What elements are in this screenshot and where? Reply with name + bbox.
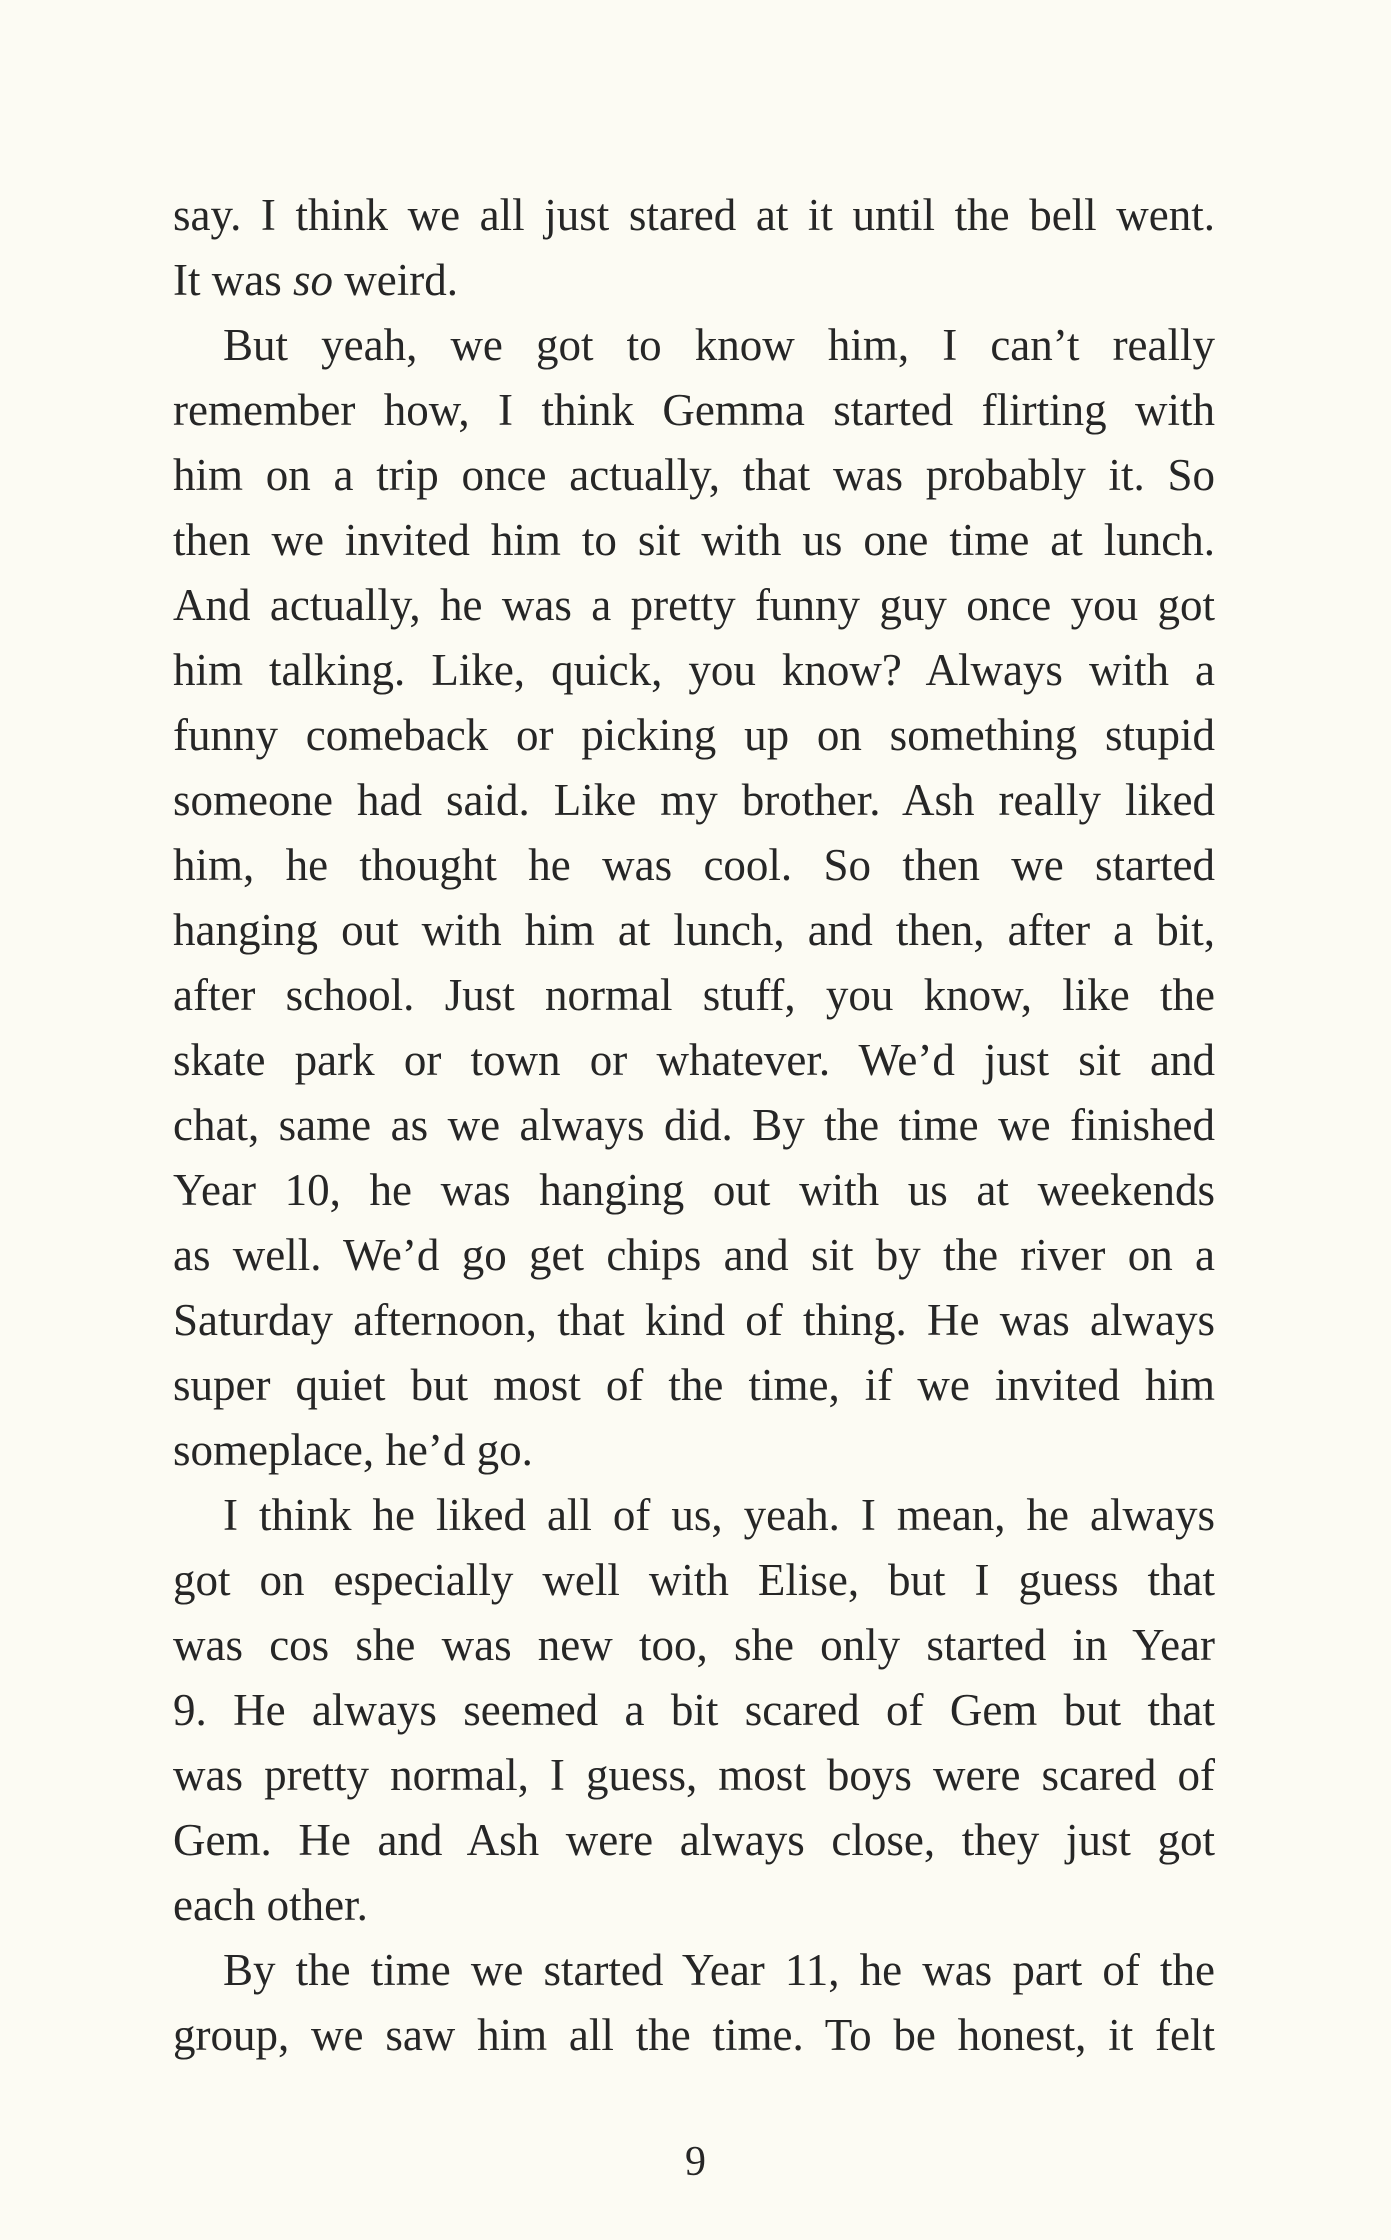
text-line: him on a trip once actually, that was probably it. So (173, 450, 1215, 500)
text-line: hanging out with him at lunch, and then, after a bit, (173, 905, 1215, 955)
text-line: Gem. He and Ash were always close, they just got (173, 1815, 1215, 1865)
body-text (173, 183, 1215, 2068)
text-line: each other. (173, 1880, 368, 1930)
text-line: got on especially well with Elise, but I guess that (173, 1555, 1215, 1605)
text-line: someone had said. Like my brother. Ash really liked (173, 775, 1215, 825)
paragraph (173, 1483, 1215, 1938)
page-number: 9 (685, 2139, 706, 2185)
text-line: chat, same as we always did. By the time we finished (173, 1100, 1215, 1150)
paragraph (173, 1938, 1215, 2068)
text-line: funny comeback or picking up on something stupid (173, 710, 1215, 760)
text-line: was cos she was new too, she only started in Year (173, 1620, 1215, 1670)
text-line: someplace, he’d go. (173, 1425, 533, 1475)
text-line: then we invited him to sit with us one time at lunch. (173, 515, 1215, 565)
text-line: Year 10, he was hanging out with us at weekends (173, 1165, 1215, 1215)
text-line: him, he thought he was cool. So then we started (173, 840, 1215, 890)
text-line: group, we saw him all the time. To be honest, it felt (173, 2010, 1215, 2060)
text-line: It was so weird. (173, 255, 458, 305)
text-line: 9. He always seemed a bit scared of Gem but that (173, 1685, 1215, 1735)
paragraph (173, 183, 1215, 313)
paragraph (173, 313, 1215, 1483)
text-line: Saturday afternoon, that kind of thing. He was always (173, 1295, 1215, 1345)
text-line: super quiet but most of the time, if we invited him (173, 1360, 1215, 1410)
text-line: remember how, I think Gemma started flirting with (173, 385, 1215, 435)
text-line: By the time we started Year 11, he was part of the (223, 1945, 1215, 1995)
emphasis-word: so (292, 255, 333, 305)
text-line: skate park or town or whatever. We’d just sit and (173, 1035, 1215, 1085)
text-line: I think he liked all of us, yeah. I mean, he always (223, 1490, 1215, 1540)
text-line: him talking. Like, quick, you know? Always with a (173, 645, 1215, 695)
text-line: But yeah, we got to know him, I can’t really (223, 320, 1215, 370)
text-line: after school. Just normal stuff, you know, like the (173, 970, 1215, 1020)
text-line: as well. We’d go get chips and sit by the river on a (173, 1230, 1215, 1280)
text-line: was pretty normal, I guess, most boys were scared of (173, 1750, 1215, 1800)
text-line: And actually, he was a pretty funny guy once you got (173, 580, 1215, 630)
text-line: say. I think we all just stared at it until the bell went. (173, 190, 1215, 240)
